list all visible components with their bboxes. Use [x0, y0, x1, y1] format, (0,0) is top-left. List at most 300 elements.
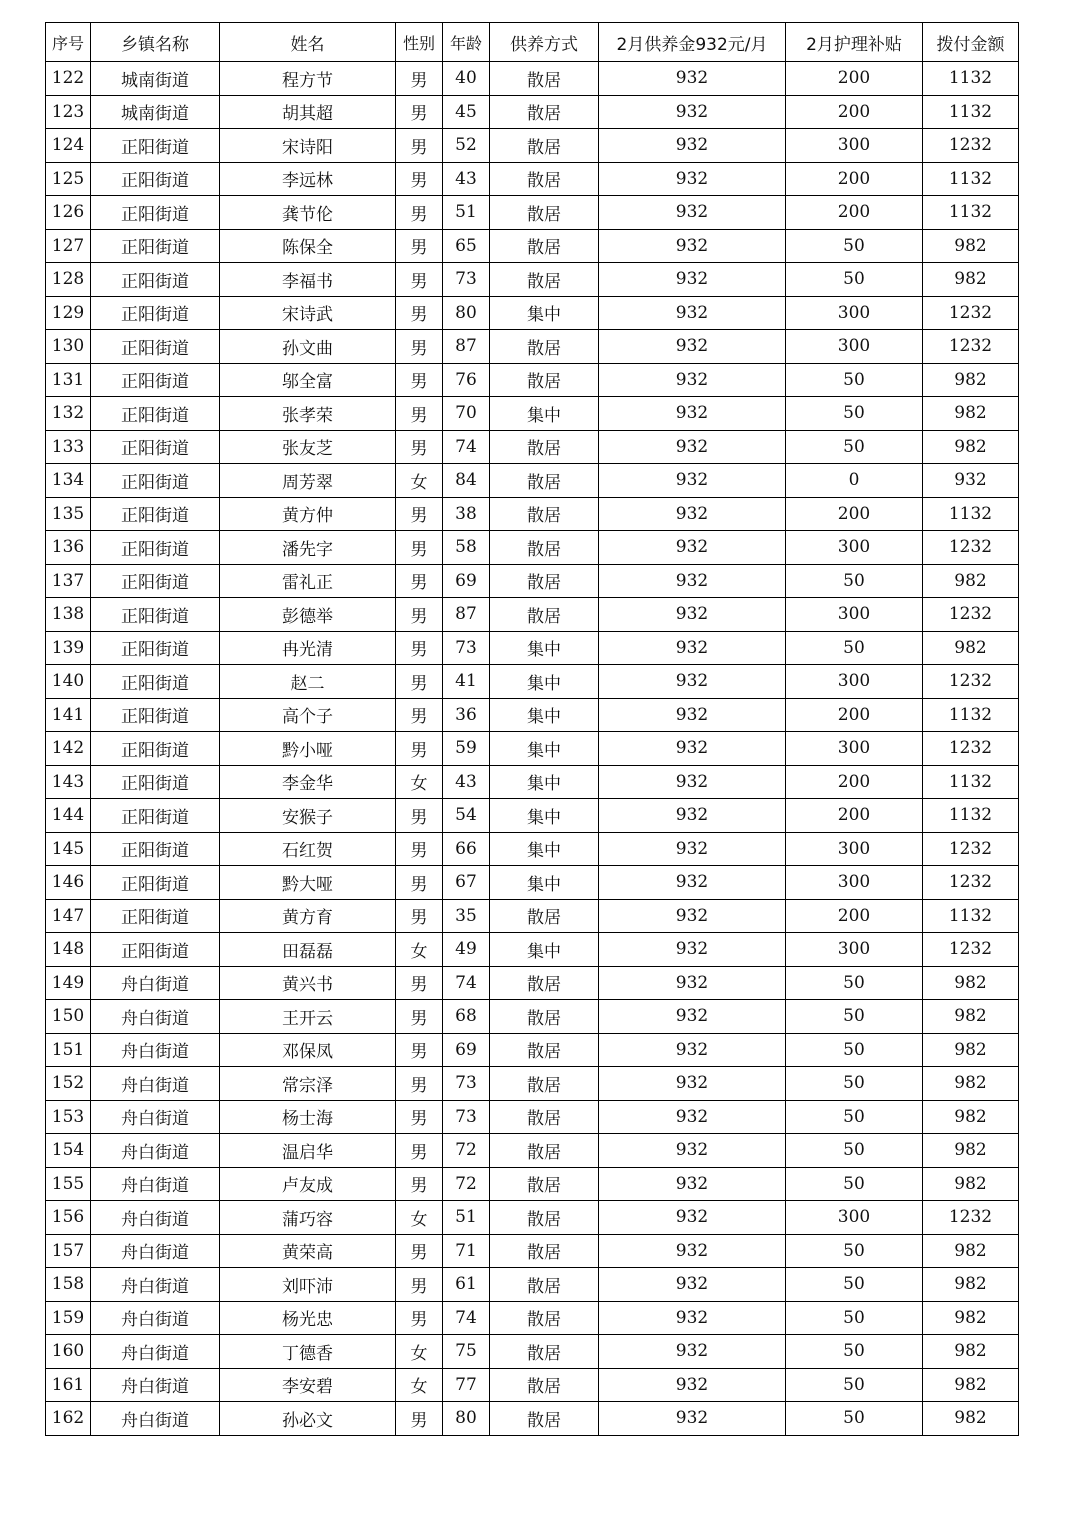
- cell-support-mode: 散居: [490, 1067, 599, 1101]
- header-care-subsidy: 2月护理补贴: [786, 23, 923, 62]
- cell-care-subsidy: 200: [786, 765, 923, 799]
- table-row: [46, 866, 1019, 900]
- cell-payment-amount: 1232: [923, 598, 1019, 632]
- cell-name: 宋诗武: [220, 296, 396, 330]
- cell-support-fund: 932: [599, 196, 786, 230]
- table-row: [46, 162, 1019, 196]
- table-row: [46, 330, 1019, 364]
- cell-support-fund: 932: [599, 564, 786, 598]
- cell-age: 61: [443, 1268, 490, 1302]
- cell-support-fund: 932: [599, 1301, 786, 1335]
- cell-payment-amount: 982: [923, 263, 1019, 297]
- cell-index: 144: [46, 799, 91, 833]
- cell-age: 74: [443, 430, 490, 464]
- cell-gender: 女: [396, 1335, 443, 1369]
- cell-index: 130: [46, 330, 91, 364]
- subsidy-table: [45, 22, 1019, 1436]
- table-row: [46, 564, 1019, 598]
- cell-township: 正阳街道: [91, 832, 220, 866]
- table-row: [46, 1402, 1019, 1436]
- cell-support-fund: 932: [599, 363, 786, 397]
- cell-support-fund: 932: [599, 698, 786, 732]
- cell-care-subsidy: 300: [786, 665, 923, 699]
- cell-care-subsidy: 300: [786, 531, 923, 565]
- cell-township: 舟白街道: [91, 1234, 220, 1268]
- cell-payment-amount: 1232: [923, 296, 1019, 330]
- cell-township: 正阳街道: [91, 799, 220, 833]
- cell-name: 潘先字: [220, 531, 396, 565]
- cell-index: 146: [46, 866, 91, 900]
- cell-township: 舟白街道: [91, 1134, 220, 1168]
- cell-age: 54: [443, 799, 490, 833]
- table-row: [46, 966, 1019, 1000]
- cell-age: 87: [443, 598, 490, 632]
- cell-township: 舟白街道: [91, 966, 220, 1000]
- cell-township: 正阳街道: [91, 564, 220, 598]
- cell-payment-amount: 982: [923, 1033, 1019, 1067]
- cell-payment-amount: 982: [923, 564, 1019, 598]
- cell-support-mode: 散居: [490, 330, 599, 364]
- cell-age: 84: [443, 464, 490, 498]
- header-township: 乡镇名称: [91, 23, 220, 62]
- cell-index: 149: [46, 966, 91, 1000]
- cell-care-subsidy: 50: [786, 263, 923, 297]
- table-row: [46, 1268, 1019, 1302]
- cell-age: 87: [443, 330, 490, 364]
- cell-support-fund: 932: [599, 1268, 786, 1302]
- cell-care-subsidy: 50: [786, 1134, 923, 1168]
- cell-index: 127: [46, 229, 91, 263]
- cell-support-mode: 散居: [490, 1033, 599, 1067]
- cell-payment-amount: 932: [923, 464, 1019, 498]
- cell-support-mode: 集中: [490, 397, 599, 431]
- cell-support-mode: 散居: [490, 1000, 599, 1034]
- cell-support-fund: 932: [599, 631, 786, 665]
- cell-support-fund: 932: [599, 665, 786, 699]
- cell-gender: 男: [396, 263, 443, 297]
- cell-name: 黄荣高: [220, 1234, 396, 1268]
- header-payment-amount: 拨付金额: [923, 23, 1019, 62]
- cell-name: 李安碧: [220, 1368, 396, 1402]
- cell-age: 59: [443, 732, 490, 766]
- cell-age: 38: [443, 497, 490, 531]
- cell-township: 正阳街道: [91, 363, 220, 397]
- cell-support-fund: 932: [599, 296, 786, 330]
- cell-index: 138: [46, 598, 91, 632]
- cell-age: 35: [443, 899, 490, 933]
- cell-gender: 女: [396, 765, 443, 799]
- cell-support-mode: 散居: [490, 497, 599, 531]
- cell-index: 134: [46, 464, 91, 498]
- cell-payment-amount: 982: [923, 1402, 1019, 1436]
- cell-age: 36: [443, 698, 490, 732]
- cell-name: 张孝荣: [220, 397, 396, 431]
- cell-name: 黔小哑: [220, 732, 396, 766]
- cell-index: 159: [46, 1301, 91, 1335]
- cell-gender: 男: [396, 799, 443, 833]
- table-row: [46, 1167, 1019, 1201]
- cell-payment-amount: 982: [923, 430, 1019, 464]
- cell-payment-amount: 1232: [923, 866, 1019, 900]
- cell-index: 122: [46, 62, 91, 96]
- cell-gender: 男: [396, 430, 443, 464]
- cell-support-fund: 932: [599, 497, 786, 531]
- cell-support-mode: 散居: [490, 1134, 599, 1168]
- cell-payment-amount: 1232: [923, 832, 1019, 866]
- cell-name: 雷礼正: [220, 564, 396, 598]
- cell-township: 正阳街道: [91, 866, 220, 900]
- cell-gender: 男: [396, 832, 443, 866]
- cell-gender: 女: [396, 1201, 443, 1235]
- cell-age: 65: [443, 229, 490, 263]
- table-row: [46, 397, 1019, 431]
- table-row: [46, 832, 1019, 866]
- cell-payment-amount: 982: [923, 1268, 1019, 1302]
- header-name: 姓名: [220, 23, 396, 62]
- cell-payment-amount: 1232: [923, 330, 1019, 364]
- cell-index: 156: [46, 1201, 91, 1235]
- cell-care-subsidy: 200: [786, 698, 923, 732]
- cell-name: 卢友成: [220, 1167, 396, 1201]
- cell-payment-amount: 1232: [923, 1201, 1019, 1235]
- cell-care-subsidy: 300: [786, 832, 923, 866]
- cell-index: 154: [46, 1134, 91, 1168]
- cell-name: 黄兴书: [220, 966, 396, 1000]
- cell-care-subsidy: 50: [786, 1268, 923, 1302]
- cell-gender: 男: [396, 1000, 443, 1034]
- table-row: [46, 799, 1019, 833]
- cell-age: 75: [443, 1335, 490, 1369]
- cell-age: 71: [443, 1234, 490, 1268]
- table-row: [46, 765, 1019, 799]
- cell-gender: 男: [396, 229, 443, 263]
- cell-age: 40: [443, 62, 490, 96]
- cell-name: 刘吓沛: [220, 1268, 396, 1302]
- cell-age: 74: [443, 966, 490, 1000]
- cell-payment-amount: 1132: [923, 162, 1019, 196]
- cell-index: 125: [46, 162, 91, 196]
- table-row: [46, 665, 1019, 699]
- cell-index: 129: [46, 296, 91, 330]
- cell-payment-amount: 982: [923, 1000, 1019, 1034]
- cell-township: 正阳街道: [91, 933, 220, 967]
- cell-age: 73: [443, 263, 490, 297]
- table-row: [46, 1134, 1019, 1168]
- cell-payment-amount: 1132: [923, 95, 1019, 129]
- cell-care-subsidy: 300: [786, 866, 923, 900]
- header-support-fund: 2月供养金932元/月: [599, 23, 786, 62]
- cell-support-mode: 散居: [490, 464, 599, 498]
- cell-payment-amount: 1132: [923, 698, 1019, 732]
- cell-gender: 男: [396, 531, 443, 565]
- table-row: [46, 95, 1019, 129]
- cell-care-subsidy: 50: [786, 1301, 923, 1335]
- cell-support-mode: 散居: [490, 1268, 599, 1302]
- table-row: [46, 196, 1019, 230]
- cell-payment-amount: 1232: [923, 933, 1019, 967]
- cell-payment-amount: 1132: [923, 62, 1019, 96]
- cell-index: 145: [46, 832, 91, 866]
- cell-name: 冉光清: [220, 631, 396, 665]
- cell-township: 舟白街道: [91, 1167, 220, 1201]
- cell-care-subsidy: 50: [786, 430, 923, 464]
- cell-name: 王开云: [220, 1000, 396, 1034]
- cell-support-fund: 932: [599, 899, 786, 933]
- cell-support-fund: 932: [599, 799, 786, 833]
- cell-township: 正阳街道: [91, 698, 220, 732]
- cell-support-fund: 932: [599, 598, 786, 632]
- header-support-mode: 供养方式: [490, 23, 599, 62]
- cell-index: 162: [46, 1402, 91, 1436]
- cell-support-mode: 散居: [490, 229, 599, 263]
- cell-care-subsidy: 200: [786, 162, 923, 196]
- cell-support-mode: 散居: [490, 363, 599, 397]
- cell-index: 153: [46, 1100, 91, 1134]
- cell-payment-amount: 982: [923, 1335, 1019, 1369]
- cell-index: 140: [46, 665, 91, 699]
- cell-support-fund: 932: [599, 430, 786, 464]
- table-row: [46, 1368, 1019, 1402]
- cell-support-mode: 散居: [490, 95, 599, 129]
- cell-age: 51: [443, 196, 490, 230]
- cell-name: 安猴子: [220, 799, 396, 833]
- cell-age: 76: [443, 363, 490, 397]
- cell-name: 黄方育: [220, 899, 396, 933]
- cell-gender: 男: [396, 62, 443, 96]
- cell-care-subsidy: 300: [786, 1201, 923, 1235]
- table-row: [46, 263, 1019, 297]
- cell-payment-amount: 982: [923, 1301, 1019, 1335]
- cell-gender: 男: [396, 598, 443, 632]
- cell-index: 151: [46, 1033, 91, 1067]
- cell-payment-amount: 982: [923, 1368, 1019, 1402]
- cell-support-mode: 散居: [490, 1402, 599, 1436]
- cell-gender: 女: [396, 464, 443, 498]
- cell-name: 孙文曲: [220, 330, 396, 364]
- cell-township: 正阳街道: [91, 196, 220, 230]
- cell-age: 74: [443, 1301, 490, 1335]
- cell-payment-amount: 982: [923, 1167, 1019, 1201]
- cell-support-fund: 932: [599, 832, 786, 866]
- cell-support-mode: 散居: [490, 62, 599, 96]
- cell-support-fund: 932: [599, 162, 786, 196]
- cell-support-fund: 932: [599, 1368, 786, 1402]
- cell-support-mode: 集中: [490, 665, 599, 699]
- cell-index: 128: [46, 263, 91, 297]
- cell-index: 139: [46, 631, 91, 665]
- cell-name: 邬全富: [220, 363, 396, 397]
- cell-age: 70: [443, 397, 490, 431]
- cell-gender: 男: [396, 1268, 443, 1302]
- cell-township: 正阳街道: [91, 732, 220, 766]
- cell-gender: 男: [396, 1234, 443, 1268]
- cell-support-mode: 集中: [490, 799, 599, 833]
- cell-township: 舟白街道: [91, 1067, 220, 1101]
- cell-name: 黄方仲: [220, 497, 396, 531]
- cell-gender: 男: [396, 1134, 443, 1168]
- cell-support-fund: 932: [599, 732, 786, 766]
- table-row: [46, 899, 1019, 933]
- cell-age: 72: [443, 1134, 490, 1168]
- cell-support-fund: 932: [599, 263, 786, 297]
- table-row: [46, 296, 1019, 330]
- cell-care-subsidy: 200: [786, 497, 923, 531]
- cell-index: 136: [46, 531, 91, 565]
- cell-care-subsidy: 200: [786, 799, 923, 833]
- cell-support-mode: 散居: [490, 1335, 599, 1369]
- table-body: [46, 62, 1019, 1436]
- cell-support-fund: 932: [599, 966, 786, 1000]
- cell-support-fund: 932: [599, 1100, 786, 1134]
- cell-care-subsidy: 200: [786, 196, 923, 230]
- cell-index: 141: [46, 698, 91, 732]
- cell-gender: 男: [396, 1033, 443, 1067]
- table-row: [46, 430, 1019, 464]
- table-row: [46, 129, 1019, 163]
- cell-index: 155: [46, 1167, 91, 1201]
- table-row: [46, 497, 1019, 531]
- cell-payment-amount: 1132: [923, 765, 1019, 799]
- cell-payment-amount: 1132: [923, 899, 1019, 933]
- cell-township: 正阳街道: [91, 397, 220, 431]
- cell-payment-amount: 1232: [923, 665, 1019, 699]
- cell-care-subsidy: 200: [786, 95, 923, 129]
- cell-support-mode: 集中: [490, 631, 599, 665]
- cell-name: 田磊磊: [220, 933, 396, 967]
- cell-township: 正阳街道: [91, 497, 220, 531]
- cell-care-subsidy: 50: [786, 397, 923, 431]
- cell-gender: 男: [396, 397, 443, 431]
- cell-payment-amount: 1232: [923, 531, 1019, 565]
- cell-care-subsidy: 0: [786, 464, 923, 498]
- table-row: [46, 1234, 1019, 1268]
- cell-name: 杨光忠: [220, 1301, 396, 1335]
- cell-age: 45: [443, 95, 490, 129]
- cell-age: 43: [443, 162, 490, 196]
- cell-township: 舟白街道: [91, 1402, 220, 1436]
- table-row: [46, 1335, 1019, 1369]
- cell-township: 正阳街道: [91, 263, 220, 297]
- cell-gender: 男: [396, 1167, 443, 1201]
- cell-care-subsidy: 300: [786, 933, 923, 967]
- cell-gender: 男: [396, 95, 443, 129]
- cell-gender: 男: [396, 497, 443, 531]
- cell-name: 石红贺: [220, 832, 396, 866]
- cell-township: 舟白街道: [91, 1000, 220, 1034]
- cell-payment-amount: 982: [923, 363, 1019, 397]
- cell-gender: 男: [396, 899, 443, 933]
- cell-name: 赵二: [220, 665, 396, 699]
- cell-care-subsidy: 50: [786, 1000, 923, 1034]
- cell-name: 丁德香: [220, 1335, 396, 1369]
- cell-age: 72: [443, 1167, 490, 1201]
- cell-payment-amount: 1132: [923, 799, 1019, 833]
- cell-age: 68: [443, 1000, 490, 1034]
- cell-gender: 男: [396, 665, 443, 699]
- cell-township: 正阳街道: [91, 296, 220, 330]
- cell-care-subsidy: 50: [786, 1033, 923, 1067]
- cell-gender: 男: [396, 564, 443, 598]
- table-row: [46, 598, 1019, 632]
- cell-index: 160: [46, 1335, 91, 1369]
- cell-support-mode: 散居: [490, 564, 599, 598]
- cell-support-mode: 散居: [490, 263, 599, 297]
- cell-gender: 女: [396, 1368, 443, 1402]
- cell-gender: 男: [396, 196, 443, 230]
- cell-care-subsidy: 50: [786, 1234, 923, 1268]
- cell-name: 彭德举: [220, 598, 396, 632]
- header-index: 序号: [46, 23, 91, 62]
- cell-support-fund: 932: [599, 229, 786, 263]
- cell-age: 66: [443, 832, 490, 866]
- cell-care-subsidy: 300: [786, 296, 923, 330]
- cell-index: 147: [46, 899, 91, 933]
- cell-name: 宋诗阳: [220, 129, 396, 163]
- table-row: [46, 363, 1019, 397]
- cell-age: 77: [443, 1368, 490, 1402]
- cell-support-mode: 散居: [490, 1234, 599, 1268]
- table-row: [46, 531, 1019, 565]
- cell-support-fund: 932: [599, 1201, 786, 1235]
- cell-support-fund: 932: [599, 1234, 786, 1268]
- cell-index: 126: [46, 196, 91, 230]
- cell-name: 张友芝: [220, 430, 396, 464]
- cell-township: 舟白街道: [91, 1368, 220, 1402]
- cell-support-fund: 932: [599, 397, 786, 431]
- table-row: [46, 229, 1019, 263]
- cell-township: 舟白街道: [91, 1100, 220, 1134]
- cell-care-subsidy: 50: [786, 564, 923, 598]
- cell-support-mode: 集中: [490, 296, 599, 330]
- cell-township: 舟白街道: [91, 1201, 220, 1235]
- cell-care-subsidy: 200: [786, 899, 923, 933]
- cell-payment-amount: 982: [923, 1234, 1019, 1268]
- cell-care-subsidy: 50: [786, 1335, 923, 1369]
- cell-township: 舟白街道: [91, 1335, 220, 1369]
- cell-care-subsidy: 50: [786, 966, 923, 1000]
- table-row: [46, 698, 1019, 732]
- cell-support-fund: 932: [599, 330, 786, 364]
- cell-index: 133: [46, 430, 91, 464]
- cell-age: 73: [443, 1100, 490, 1134]
- cell-support-mode: 散居: [490, 196, 599, 230]
- cell-payment-amount: 982: [923, 229, 1019, 263]
- cell-care-subsidy: 50: [786, 1100, 923, 1134]
- cell-index: 135: [46, 497, 91, 531]
- cell-name: 蒲巧容: [220, 1201, 396, 1235]
- cell-name: 李福书: [220, 263, 396, 297]
- cell-township: 舟白街道: [91, 1033, 220, 1067]
- table-row: [46, 933, 1019, 967]
- cell-age: 58: [443, 531, 490, 565]
- cell-support-mode: 集中: [490, 698, 599, 732]
- cell-township: 正阳街道: [91, 464, 220, 498]
- cell-name: 常宗泽: [220, 1067, 396, 1101]
- cell-gender: 男: [396, 162, 443, 196]
- cell-age: 73: [443, 631, 490, 665]
- cell-care-subsidy: 50: [786, 363, 923, 397]
- cell-support-mode: 散居: [490, 430, 599, 464]
- cell-care-subsidy: 300: [786, 732, 923, 766]
- table-row: [46, 1100, 1019, 1134]
- cell-gender: 男: [396, 1402, 443, 1436]
- cell-support-mode: 散居: [490, 531, 599, 565]
- header-age: 年龄: [443, 23, 490, 62]
- cell-care-subsidy: 300: [786, 129, 923, 163]
- cell-support-fund: 932: [599, 1067, 786, 1101]
- cell-township: 城南街道: [91, 95, 220, 129]
- cell-name: 邓保凤: [220, 1033, 396, 1067]
